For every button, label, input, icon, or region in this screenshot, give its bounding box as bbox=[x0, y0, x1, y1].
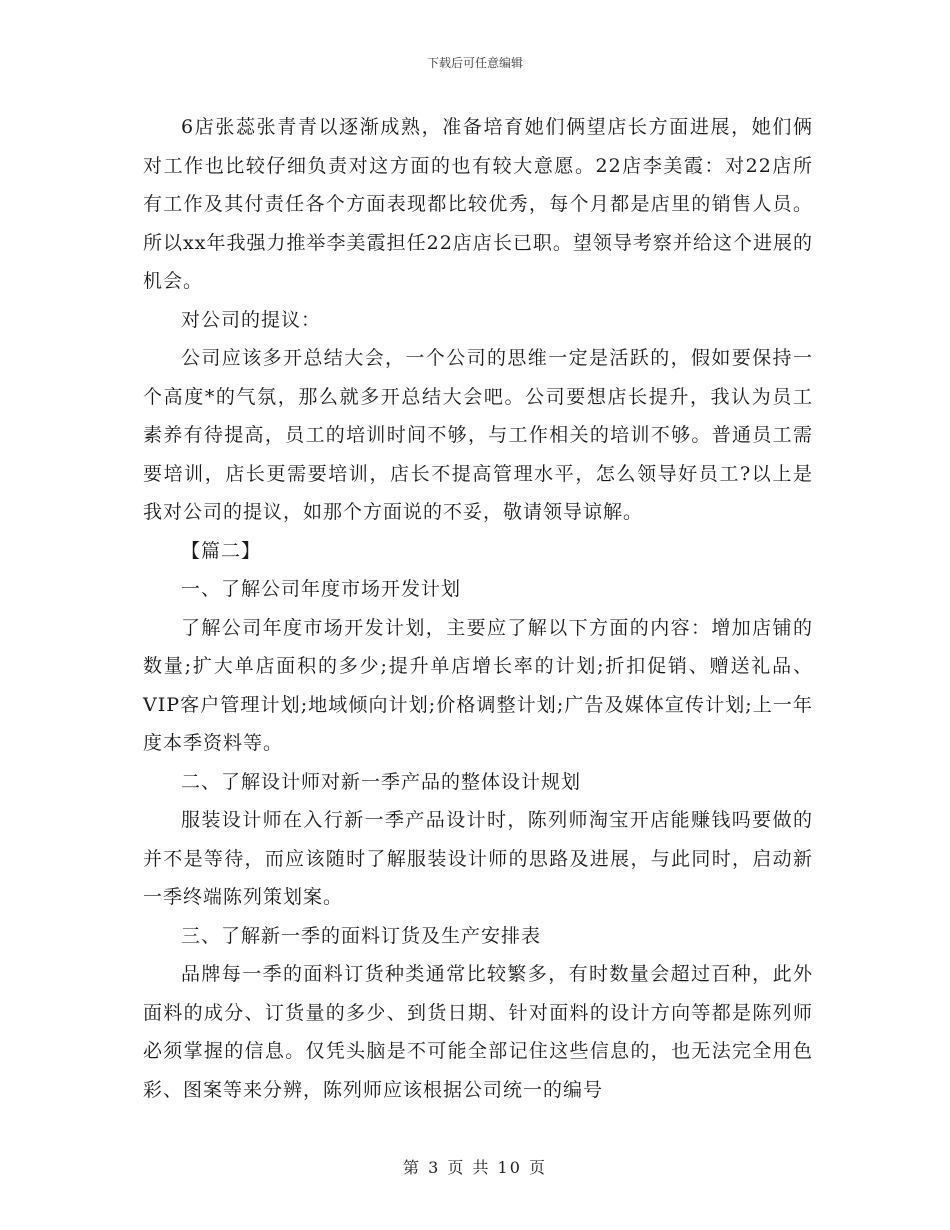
header-note: 下载后可任意编辑 bbox=[426, 56, 523, 70]
paragraph: 对公司的提议： bbox=[181, 308, 322, 331]
paragraph: 品牌每一季的面料订货种类通常比较繁多，有时数量会超过百种，此外面料的成分、订货量的多少、到货日期、针对面料的设计方向等都是陈列师必须掌握的信息。仅凭头脑是不可能全部记住这些信息的，也无法完全用色彩、图案等来分辨，陈列师应该根据公司统一的编号 bbox=[143, 963, 813, 1101]
section-heading: 【篇二】 bbox=[181, 539, 262, 562]
subsection-heading: 二、了解设计师对新一季产品的整体设计规划 bbox=[181, 770, 582, 793]
document-body bbox=[143, 108, 813, 1109]
paragraph: 服装设计师在入行新一季产品设计时，陈列师淘宝开店能赚钱吗要做的并不是等待，而应该随时了解服装设计师的思路及进展，与此同时，启动新一季终端陈列策划案。 bbox=[143, 809, 813, 908]
paragraph: 了解公司年度市场开发计划，主要应了解以下方面的内容：增加店铺的数量;扩大单店面积的多少;提升单店增长率的计划;折扣促销、赠送礼品、VIP客户管理计划;地域倾向计划;价格调整计划;广告及媒体宣传计划;上一年度本季资料等。 bbox=[143, 616, 813, 754]
page-number-footer: 第 3 页 共 10 页 bbox=[403, 1158, 547, 1177]
paragraph: 公司应该多开总结大会，一个公司的思维一定是活跃的，假如要保持一个高度*的气氛，那么就多开总结大会吧。公司要想店长提升，我认为员工素养有待提高，员工的培训时间不够，与工作相关的培训不够。普通员工需要培训，店长更需要培训，店长不提高管理水平，怎么领导好员工?以上是我对公司的提议，如那个方面说的不妥，敬请领导谅解。 bbox=[143, 347, 813, 523]
subsection-heading: 三、了解新一季的面料订货及生产安排表 bbox=[181, 924, 542, 947]
subsection-heading: 一、了解公司年度市场开发计划 bbox=[181, 578, 462, 600]
paragraph: 6店张蕊张青青以逐渐成熟，准备培育她们俩望店长方面进展，她们俩对工作也比较仔细负责对这方面的也有较大意愿。22店李美霞：对22店所有工作及其付责任各个方面表现都比较优秀，每个月都是店里的销售人员。所以xx年我强力推举李美霞担任22店店长已职。望领导考察并给这个进展的机会。 bbox=[143, 116, 813, 292]
